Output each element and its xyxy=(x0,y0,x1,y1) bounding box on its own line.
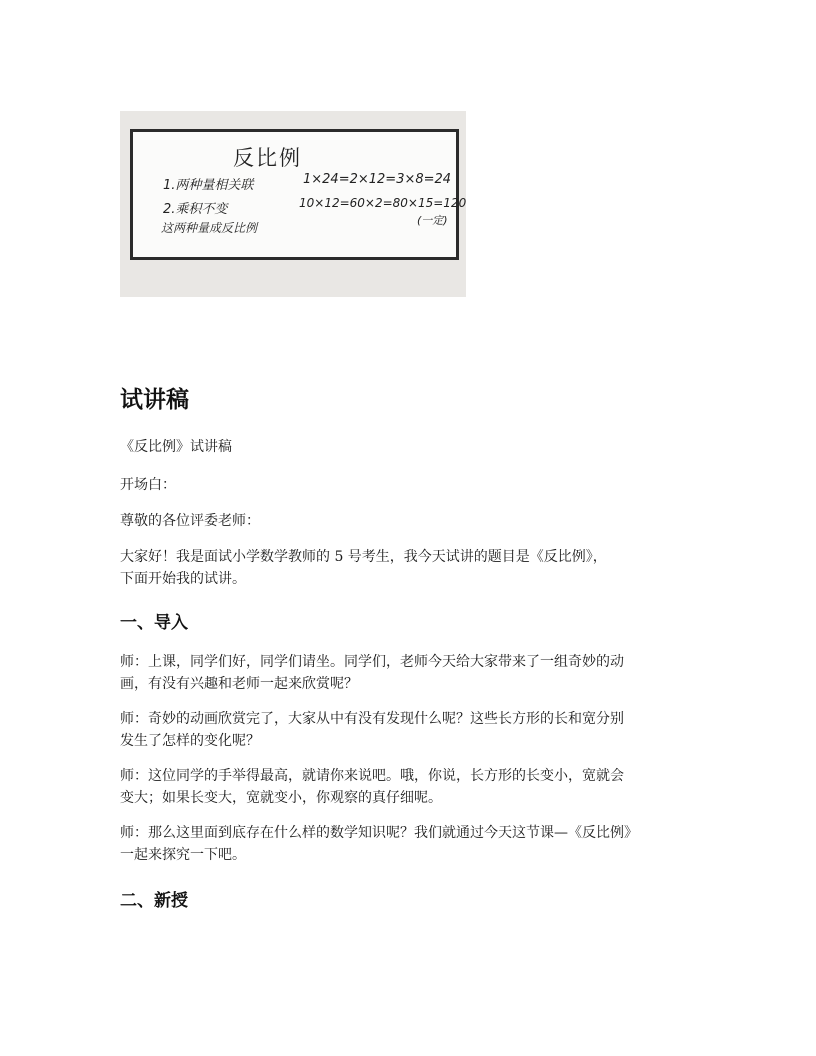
paragraph-line: 画，有没有兴趣和老师一起来欣赏呢？ xyxy=(120,676,358,692)
board-line-1: 1.两种量相关联 xyxy=(163,178,254,193)
opening-label: 开场白： xyxy=(120,477,176,493)
intro-line-2: 下面开始我的试讲。 xyxy=(120,571,246,587)
paragraph-line: 师：奇妙的动画欣赏完了，大家从中有没有发现什么呢？这些长方形的长和宽分别 xyxy=(120,711,624,727)
section-2-heading: 二、新授 xyxy=(120,891,188,911)
document-heading: 试讲稿 xyxy=(120,387,189,413)
greeting: 尊敬的各位评委老师： xyxy=(120,513,260,529)
paragraph-line: 师：那么这里面到底存在什么样的数学知识呢？我们就通过今天这节课—《反比例》 xyxy=(120,825,638,841)
board-line-2: 2.乘积不变 xyxy=(163,202,228,217)
board-frame xyxy=(130,129,467,260)
section-1-paragraph-2 xyxy=(120,708,705,752)
lesson-title-line: 《反比例》试讲稿 xyxy=(120,439,232,455)
intro-paragraph xyxy=(120,546,705,590)
paragraph-line: 师：上课，同学们好，同学们请坐。同学们，老师今天给大家带来了一组奇妙的动 xyxy=(120,654,624,670)
intro-line-1: 大家好！我是面试小学数学教师的 5 号考生，我今天试讲的题目是《反比例》， xyxy=(120,549,607,565)
board-equation-1: 1×24=2×12=3×8=24 xyxy=(303,172,452,187)
section-1-heading: 一、导入 xyxy=(120,613,188,633)
paragraph-line: 变大；如果长变大，宽就变小，你观察的真仔细呢。 xyxy=(120,790,442,806)
section-1-paragraph-4 xyxy=(120,822,705,866)
paragraph-line: 师：这位同学的手举得最高，就请你来说吧。哦，你说，长方形的长变小，宽就会 xyxy=(120,768,624,784)
board-equation-2: 10×12=60×2=80×15=120 xyxy=(299,196,467,210)
board-note: (一定) xyxy=(417,214,448,227)
board-line-3: 这两种量成反比例 xyxy=(161,221,258,235)
paragraph-line: 发生了怎样的变化呢？ xyxy=(120,733,260,749)
board-title: 反比例 xyxy=(233,146,302,170)
paragraph-line: 一起来探究一下吧。 xyxy=(120,847,246,863)
section-1-paragraph-3 xyxy=(120,765,705,809)
section-1-paragraph-1 xyxy=(120,651,705,695)
blackboard-photo xyxy=(120,111,466,297)
